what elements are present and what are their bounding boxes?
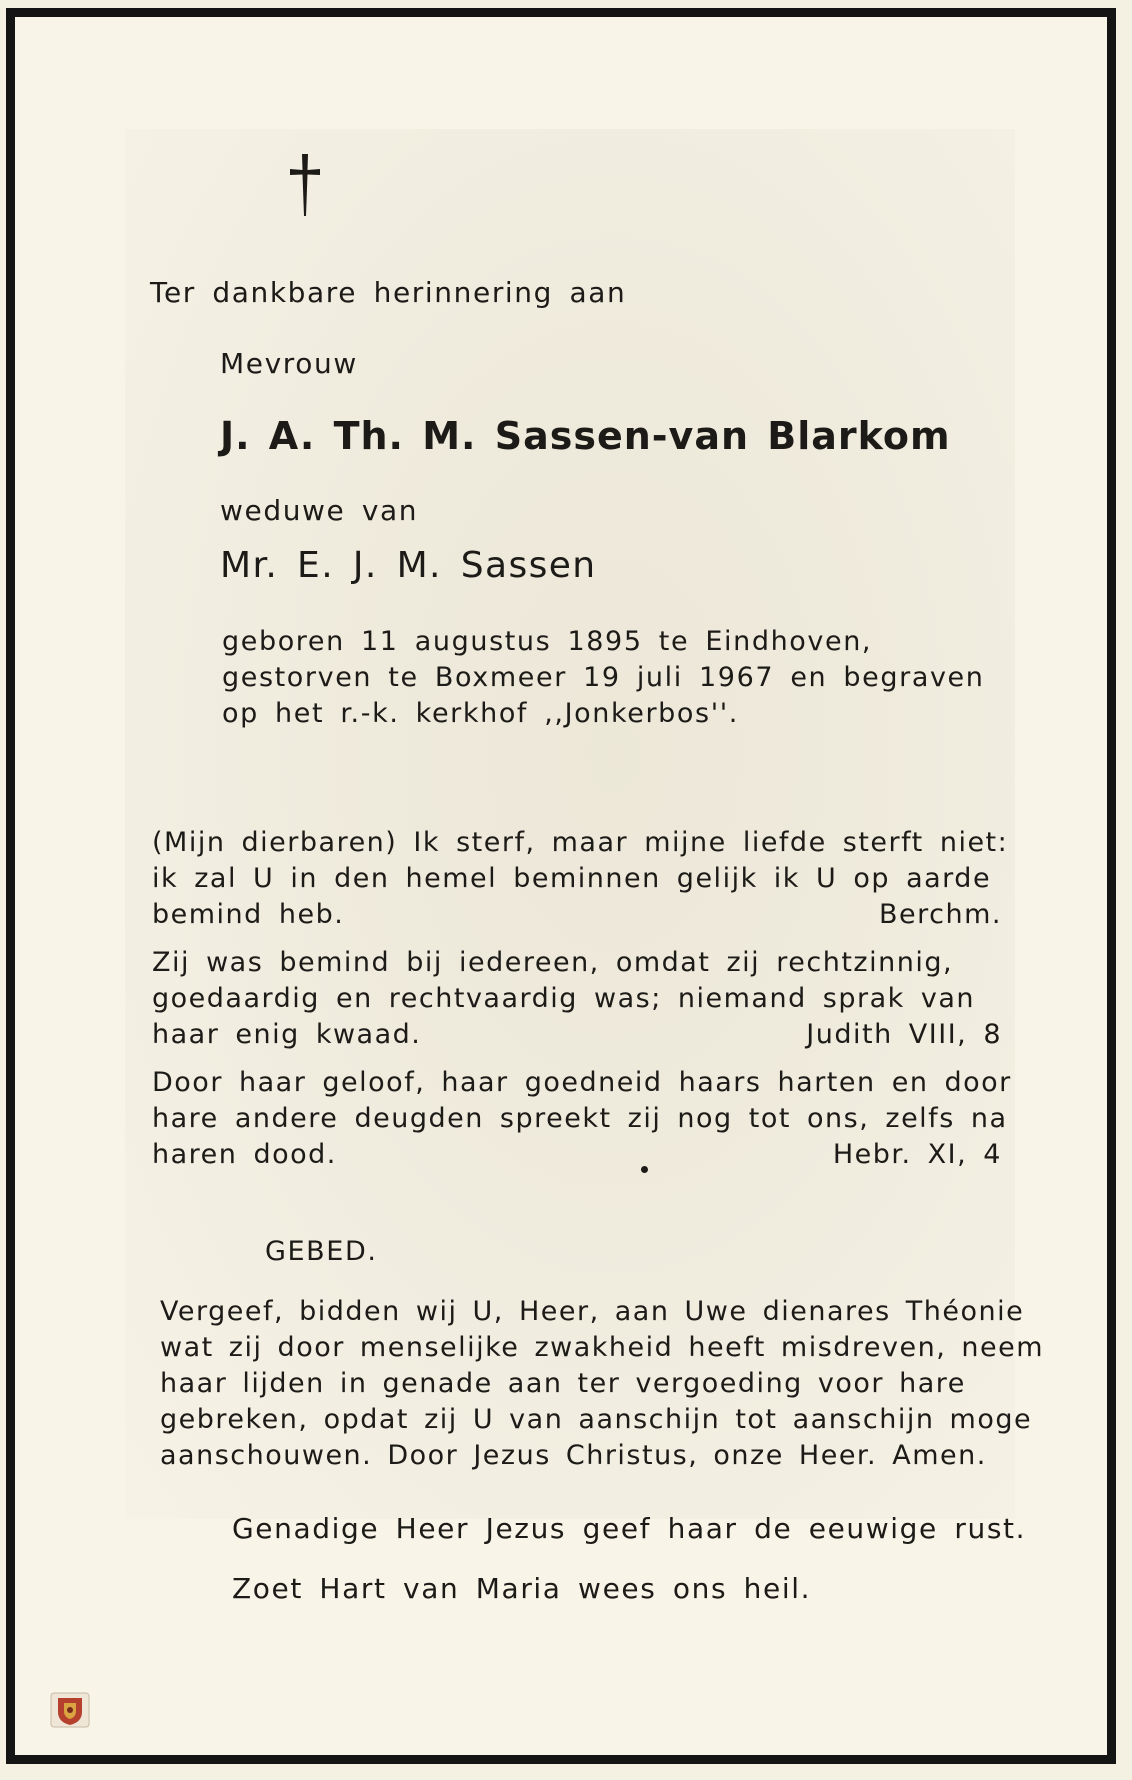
deceased-name: J. A. Th. M. Sassen-van Blarkom: [220, 414, 951, 458]
quote-text: haren dood.: [152, 1139, 337, 1170]
quote-source: Judith VIII, 8: [806, 1019, 1002, 1050]
prayer-line: aanschouwen. Door Jezus Christus, onze Heer. Amen.: [160, 1440, 987, 1471]
quote-line: hare andere deugden spreekt zij nog tot ons, zelfs na: [152, 1103, 1008, 1134]
prayer-line: Vergeef, bidden wij U, Heer, aan Uwe dienares Théonie: [160, 1296, 1025, 1327]
invocation: Genadige Heer Jezus geef haar de eeuwige rust.: [232, 1512, 1027, 1545]
quote-line: [152, 897, 1002, 933]
bio-line: op het r.-k. kerkhof ,,Jonkerbos''.: [222, 698, 739, 729]
coat-of-arms-logo: [50, 1692, 90, 1728]
honorific: Mevrouw: [220, 347, 358, 380]
quote-line: ik zal U in den hemel beminnen gelijk ik U op aarde: [152, 863, 992, 894]
quote-hebrews: [152, 1065, 1012, 1173]
quote-judith: [152, 945, 1002, 1053]
quote-line: [152, 1137, 1002, 1173]
bio-line: gestorven te Boxmeer 19 juli 1967 en begraven: [222, 662, 985, 693]
bio-line: geboren 11 augustus 1895 te Eindhoven,: [222, 626, 873, 657]
prayer-line: gebreken, opdat zij U van aanschijn tot aanschijn moge: [160, 1404, 1033, 1435]
prayer-line: haar lijden in genade aan ter vergoeding voor hare: [160, 1368, 966, 1399]
invocation: Zoet Hart van Maria wees ons heil.: [232, 1572, 812, 1605]
quote-line: (Mijn dierbaren) Ik sterf, maar mijne liefde sterft niet:: [152, 827, 1009, 858]
prayer-line: wat zij door menselijke zwakheid heeft misdreven, neem: [160, 1332, 1045, 1363]
quote-source: Hebr. XI, 4: [832, 1139, 1002, 1170]
cross-icon: [285, 152, 325, 218]
prayer-heading: GEBED.: [265, 1236, 378, 1267]
husband-name: Mr. E. J. M. Sassen: [220, 545, 597, 586]
widow-of-label: weduwe van: [220, 494, 419, 527]
quote-text: haar enig kwaad.: [152, 1019, 422, 1050]
quote-berchmans: [152, 825, 1009, 933]
biography: [222, 624, 992, 732]
quote-line: Door haar geloof, haar goedneid haars harten en door: [152, 1067, 1012, 1098]
ornament-dot: [641, 1166, 648, 1173]
quote-line: [152, 1017, 1002, 1053]
prayer-text: [160, 1294, 1045, 1474]
quote-text: bemind heb.: [152, 899, 345, 930]
quote-line: Zij was bemind bij iedereen, omdat zij rechtzinnig,: [152, 947, 954, 978]
quote-line: goedaardig en rechtvaardig was; niemand sprak van: [152, 983, 975, 1014]
intro-text: Ter dankbare herinnering aan: [150, 276, 627, 309]
quote-source: Berchm.: [879, 899, 1002, 930]
